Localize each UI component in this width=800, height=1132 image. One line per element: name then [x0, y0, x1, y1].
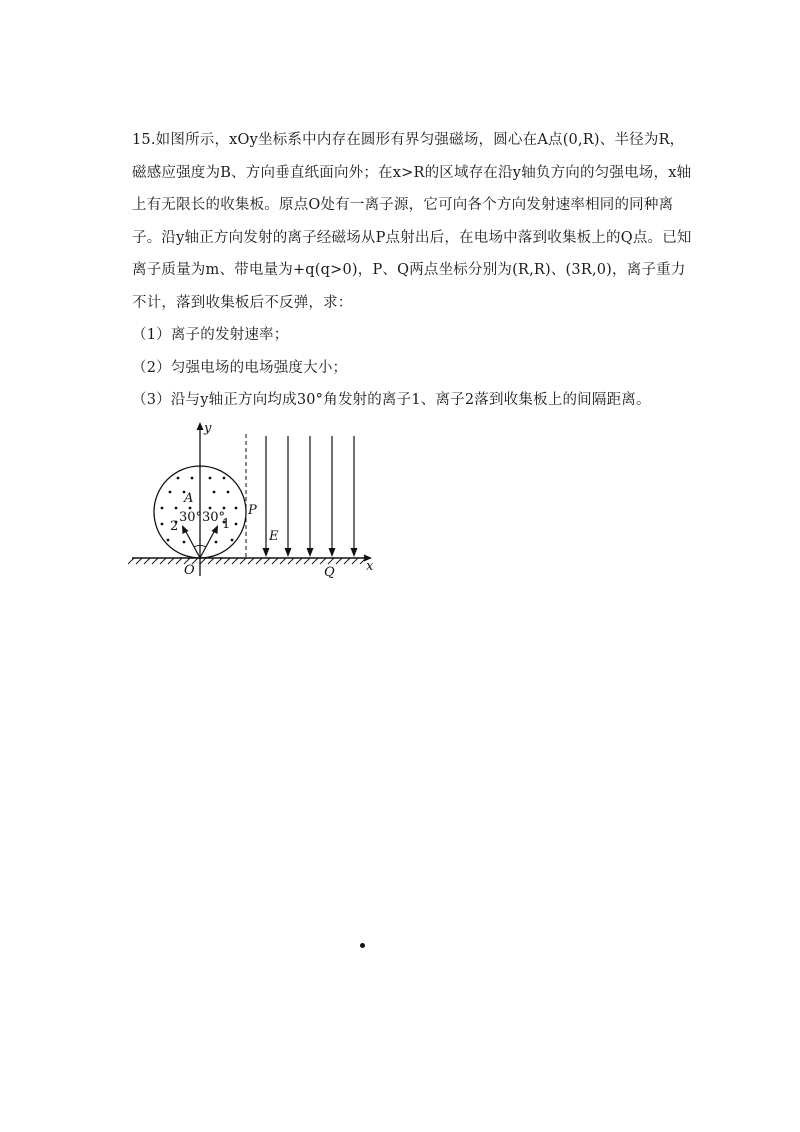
page-mark-dot — [360, 943, 365, 948]
ion-1-direction — [200, 530, 215, 558]
physics-diagram — [128, 418, 388, 584]
x-axis-label: x — [366, 559, 374, 574]
question-2: （2）匀强电场的电场强度大小； — [132, 359, 348, 376]
y-axis-label: y — [204, 421, 212, 436]
point-q-label: Q — [324, 565, 335, 580]
field-label: E — [269, 529, 279, 544]
problem-text: 如图所示，xOy坐标系中内存在圆形有界匀强磁场，圆心在A点(0,R)、半径为R，磁感应强度为B、方向垂直纸面向外；在x>R的区域存在沿y轴负方向的匀强电场，x轴上有无限长的收集板。原点O处有一离子源，它可向各个方向发射速率相同的同种离子。沿y轴正方向发射的离子经磁场从P点射出后，在电场中落到收集板上的Q点。已知离子质量为m、带电量为+q(q>0)，P、Q两点坐标分别为(R,R)、(3R,0)，离子重力不计，落到收集板后不反弹，求： — [132, 132, 692, 311]
question-3: （3）沿与y轴正方向均成30°角发射的离子1、离子2落到收集板上的间隔距离。 — [132, 392, 651, 408]
collector-plate-hatching — [128, 558, 366, 564]
ion-2-label: 2 — [170, 519, 179, 534]
problem-block — [132, 124, 692, 417]
angle-left-label: 30° — [179, 510, 203, 525]
question-1: （1）离子的发射速率； — [132, 327, 289, 343]
angle-right-label: 30° — [202, 510, 226, 525]
ion-2-direction — [185, 530, 200, 558]
origin-label: O — [184, 563, 195, 578]
center-label: A — [184, 491, 194, 506]
y-axis-arrow — [197, 422, 204, 430]
ion-2-arrowhead — [182, 525, 189, 534]
ion-1-label: 1 — [222, 517, 231, 532]
problem-stem — [132, 124, 692, 319]
problem-number: 15. — [132, 132, 156, 148]
ion-1-arrowhead — [212, 525, 219, 534]
point-p-label: P — [248, 503, 257, 518]
diagram-svg — [128, 418, 388, 584]
